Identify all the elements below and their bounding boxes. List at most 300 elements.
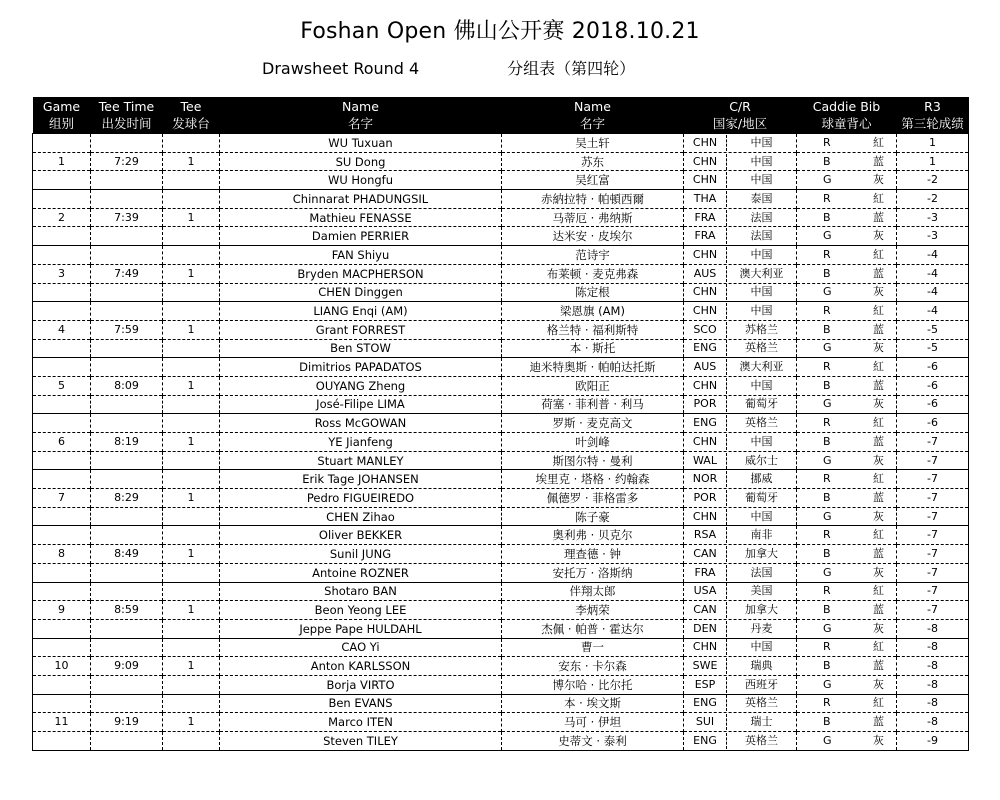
country-name: 中国	[750, 434, 773, 448]
player-name-zh: 佩德罗 · 菲格雷多	[502, 489, 684, 508]
country-name: 澳大利亚	[739, 266, 784, 280]
player-name: Ben STOW	[220, 339, 502, 358]
bib-code: G	[823, 509, 832, 523]
player-name-zh: 梁恩旗 (AM)	[502, 302, 684, 321]
player-name: Bryden MACPHERSON	[220, 264, 502, 283]
r3-score: -7	[897, 470, 969, 489]
tee-time	[91, 638, 163, 657]
page-subtitle	[262, 56, 635, 79]
bib-code: R	[823, 472, 831, 486]
game-number	[33, 358, 91, 377]
tee-number	[163, 619, 220, 638]
caddie-bib	[797, 657, 897, 676]
caddie-bib	[797, 507, 897, 526]
country	[684, 358, 797, 377]
country-code: NOR	[684, 471, 727, 487]
bib-code: B	[823, 490, 831, 504]
country-name: 苏格兰	[745, 322, 778, 336]
table-row	[33, 339, 969, 358]
subtitle-chinese: 分组表（第四轮）	[507, 59, 636, 78]
country-name: 中国	[750, 378, 773, 392]
bib-color: 紅	[873, 304, 884, 318]
game-number	[33, 619, 91, 638]
country-name: 法国	[750, 229, 773, 243]
caddie-bib	[797, 601, 897, 620]
player-name: YE Jianfeng	[220, 433, 502, 452]
game-number	[33, 470, 91, 489]
caddie-bib	[797, 376, 897, 395]
country-name: 美国	[750, 584, 773, 598]
bib-color: 灰	[873, 565, 884, 579]
r3-score: -4	[897, 302, 969, 321]
tee-time	[91, 414, 163, 433]
tee-time: 8:49	[91, 545, 163, 564]
country	[684, 283, 797, 302]
player-name: Beon Yeong LEE	[220, 601, 502, 620]
tee-time: 8:09	[91, 376, 163, 395]
player-name: OUYANG Zheng	[220, 376, 502, 395]
tee-time	[91, 134, 163, 153]
game-number	[33, 694, 91, 713]
bib-code: R	[823, 304, 831, 318]
country	[684, 694, 797, 713]
table-row	[33, 283, 969, 302]
country-code: ESP	[684, 677, 727, 693]
draw-table-body	[33, 134, 969, 751]
player-name: Jeppe Pape HULDAHL	[220, 619, 502, 638]
r3-score: -4	[897, 246, 969, 265]
country-name: 中国	[750, 509, 773, 523]
country	[684, 320, 797, 339]
table-row	[33, 320, 969, 339]
player-name-zh: 马蒂厄 · 弗纳斯	[502, 208, 684, 227]
caddie-bib	[797, 489, 897, 508]
game-number	[33, 339, 91, 358]
bib-color: 蓝	[873, 715, 884, 729]
tee-number	[163, 582, 220, 601]
game-number	[33, 507, 91, 526]
r3-score: -7	[897, 563, 969, 582]
tee-time	[91, 470, 163, 489]
country-name: 丹麦	[750, 621, 773, 635]
country-name: 葡萄牙	[745, 397, 778, 411]
player-name-zh: 叶剑峰	[502, 433, 684, 452]
country	[684, 451, 797, 470]
player-name: WU Tuxuan	[220, 134, 502, 153]
country-code: CHN	[684, 303, 727, 319]
country	[684, 152, 797, 171]
country-code: CAN	[684, 602, 727, 618]
country	[684, 638, 797, 657]
country	[684, 302, 797, 321]
player-name-zh: 罗斯 · 麦克高文	[502, 414, 684, 433]
game-number	[33, 563, 91, 582]
country-name: 西班牙	[745, 677, 778, 691]
table-row	[33, 526, 969, 545]
country-code: SCO	[684, 322, 727, 338]
r3-score: -4	[897, 283, 969, 302]
r3-score: 1	[897, 152, 969, 171]
col-header-game: Game 组别	[33, 97, 91, 134]
bib-color: 紅	[873, 416, 884, 430]
player-name: Sunil JUNG	[220, 545, 502, 564]
r3-score: -5	[897, 339, 969, 358]
tee-number: 1	[163, 320, 220, 339]
tee-time: 8:29	[91, 489, 163, 508]
game-number: 7	[33, 489, 91, 508]
game-number: 9	[33, 601, 91, 620]
player-name: Shotaro BAN	[220, 582, 502, 601]
col-header-name-en: Name 名字	[220, 97, 502, 134]
bib-code: G	[823, 173, 832, 187]
bib-color: 紅	[873, 135, 884, 149]
caddie-bib	[797, 732, 897, 751]
bib-code: G	[823, 677, 832, 691]
bib-code: R	[823, 696, 831, 710]
caddie-bib	[797, 358, 897, 377]
country	[684, 545, 797, 564]
player-name: Mathieu FENASSE	[220, 208, 502, 227]
game-number: 5	[33, 376, 91, 395]
player-name: Grant FORREST	[220, 320, 502, 339]
bib-code: R	[823, 584, 831, 598]
player-name-zh: 本 · 斯托	[502, 339, 684, 358]
player-name-zh: 伴翔太郎	[502, 582, 684, 601]
tee-number: 1	[163, 489, 220, 508]
game-number: 10	[33, 657, 91, 676]
player-name: CHEN Dinggen	[220, 283, 502, 302]
bib-color: 蓝	[873, 434, 884, 448]
game-number	[33, 302, 91, 321]
table-row	[33, 134, 969, 153]
country-name: 瑞典	[750, 659, 773, 673]
bib-color: 紅	[873, 528, 884, 542]
r3-score: -3	[897, 227, 969, 246]
country-code: CHN	[684, 509, 727, 525]
col-header-r3: R3 第三轮成绩	[897, 97, 969, 134]
game-number	[33, 171, 91, 190]
tee-time	[91, 563, 163, 582]
table-row	[33, 489, 969, 508]
bib-code: G	[823, 397, 832, 411]
table-row	[33, 414, 969, 433]
r3-score: -7	[897, 601, 969, 620]
player-name-zh: 布莱顿 · 麦克弗森	[502, 264, 684, 283]
bib-color: 灰	[873, 509, 884, 523]
bib-color: 紅	[873, 247, 884, 261]
player-name-zh: 吴土轩	[502, 134, 684, 153]
table-row	[33, 433, 969, 452]
tee-number	[163, 246, 220, 265]
player-name: SU Dong	[220, 152, 502, 171]
tee-time	[91, 451, 163, 470]
tee-number: 1	[163, 376, 220, 395]
country-code: AUS	[684, 359, 727, 375]
player-name-zh: 安托万 · 洛斯纳	[502, 563, 684, 582]
bib-code: B	[823, 603, 831, 617]
table-row	[33, 264, 969, 283]
bib-code: B	[823, 659, 831, 673]
player-name-zh: 史蒂文 · 泰利	[502, 732, 684, 751]
bib-code: B	[823, 154, 831, 168]
tee-time	[91, 171, 163, 190]
bib-color: 蓝	[873, 210, 884, 224]
country-code: AUS	[684, 266, 727, 282]
bib-code: R	[823, 135, 831, 149]
player-name: Ben EVANS	[220, 694, 502, 713]
player-name-zh: 荷塞 · 菲利普 · 利马	[502, 395, 684, 414]
table-row	[33, 227, 969, 246]
tee-number: 1	[163, 433, 220, 452]
r3-score: -9	[897, 732, 969, 751]
tee-time	[91, 358, 163, 377]
table-row	[33, 694, 969, 713]
player-name: Marco ITEN	[220, 713, 502, 732]
r3-score: -8	[897, 675, 969, 694]
table-row	[33, 619, 969, 638]
tee-number	[163, 134, 220, 153]
caddie-bib	[797, 582, 897, 601]
bib-color: 灰	[873, 397, 884, 411]
caddie-bib	[797, 526, 897, 545]
game-number: 1	[33, 152, 91, 171]
tee-time	[91, 302, 163, 321]
bib-code: G	[823, 229, 832, 243]
tee-time	[91, 246, 163, 265]
bib-color: 蓝	[873, 378, 884, 392]
tee-time	[91, 694, 163, 713]
tee-number	[163, 414, 220, 433]
country-name: 中国	[750, 154, 773, 168]
player-name: Antoine ROZNER	[220, 563, 502, 582]
player-name: Steven TILEY	[220, 732, 502, 751]
country	[684, 190, 797, 209]
tee-number	[163, 190, 220, 209]
caddie-bib	[797, 152, 897, 171]
tee-time: 7:29	[91, 152, 163, 171]
player-name: Ross McGOWAN	[220, 414, 502, 433]
country	[684, 619, 797, 638]
country	[684, 601, 797, 620]
tee-time	[91, 395, 163, 414]
player-name-zh: 陈定根	[502, 283, 684, 302]
tee-time: 7:39	[91, 208, 163, 227]
country-name: 中国	[750, 640, 773, 654]
tee-number: 1	[163, 601, 220, 620]
bib-code: G	[823, 621, 832, 635]
table-row	[33, 545, 969, 564]
caddie-bib	[797, 208, 897, 227]
country-code: POR	[684, 396, 727, 412]
country	[684, 732, 797, 751]
bib-code: G	[823, 733, 832, 747]
country-name: 威尔士	[745, 453, 778, 467]
tee-time	[91, 283, 163, 302]
caddie-bib	[797, 675, 897, 694]
game-number: 8	[33, 545, 91, 564]
table-row	[33, 713, 969, 732]
country-code: CAN	[684, 546, 727, 562]
tee-time	[91, 190, 163, 209]
country-code: RSA	[684, 527, 727, 543]
caddie-bib	[797, 264, 897, 283]
tee-time: 8:19	[91, 433, 163, 452]
tee-number: 1	[163, 657, 220, 676]
country-name: 英格兰	[745, 733, 778, 747]
bib-color: 灰	[873, 453, 884, 467]
tee-time	[91, 619, 163, 638]
bib-code: B	[823, 715, 831, 729]
subtitle-english: Drawsheet Round 4	[262, 59, 420, 78]
game-number: 6	[33, 433, 91, 452]
r3-score: -6	[897, 376, 969, 395]
player-name-zh: 陈子豪	[502, 507, 684, 526]
tee-number: 1	[163, 152, 220, 171]
table-row	[33, 152, 969, 171]
country	[684, 264, 797, 283]
caddie-bib	[797, 395, 897, 414]
caddie-bib	[797, 638, 897, 657]
table-row	[33, 657, 969, 676]
caddie-bib	[797, 545, 897, 564]
bib-color: 灰	[873, 285, 884, 299]
caddie-bib	[797, 563, 897, 582]
tee-number: 1	[163, 545, 220, 564]
bib-color: 紅	[873, 584, 884, 598]
game-number: 2	[33, 208, 91, 227]
r3-score: -7	[897, 433, 969, 452]
country-code: FRA	[684, 228, 727, 244]
country-code: CHN	[684, 247, 727, 263]
country-code: POR	[684, 490, 727, 506]
r3-score: -7	[897, 507, 969, 526]
game-number: 11	[33, 713, 91, 732]
table-row	[33, 638, 969, 657]
game-number: 4	[33, 320, 91, 339]
draw-table	[32, 97, 969, 751]
caddie-bib	[797, 320, 897, 339]
player-name: Oliver BEKKER	[220, 526, 502, 545]
tee-number	[163, 302, 220, 321]
table-row	[33, 358, 969, 377]
bib-color: 紅	[873, 360, 884, 374]
r3-score: -2	[897, 171, 969, 190]
player-name-zh: 欧阳正	[502, 376, 684, 395]
country-name: 加拿大	[745, 603, 778, 617]
game-number	[33, 395, 91, 414]
bib-code: G	[823, 565, 832, 579]
country	[684, 470, 797, 489]
country-name: 法国	[750, 565, 773, 579]
country-code: FRA	[684, 210, 727, 226]
tee-number	[163, 507, 220, 526]
caddie-bib	[797, 171, 897, 190]
country-code: THA	[684, 191, 727, 207]
player-name: Chinnarat PHADUNGSIL	[220, 190, 502, 209]
country	[684, 582, 797, 601]
game-number	[33, 414, 91, 433]
player-name-zh: 理查德 · 钟	[502, 545, 684, 564]
country	[684, 208, 797, 227]
country-name: 泰国	[750, 191, 773, 205]
game-number	[33, 638, 91, 657]
bib-color: 蓝	[873, 546, 884, 560]
player-name-zh: 本 · 埃文斯	[502, 694, 684, 713]
bib-code: B	[823, 378, 831, 392]
game-number	[33, 190, 91, 209]
r3-score: -7	[897, 545, 969, 564]
r3-score: -7	[897, 489, 969, 508]
r3-score: -8	[897, 694, 969, 713]
col-header-country: C/R 国家/地区	[684, 97, 797, 134]
r3-score: -8	[897, 657, 969, 676]
tee-number: 1	[163, 264, 220, 283]
player-name: Erik Tage JOHANSEN	[220, 470, 502, 489]
col-header-tee: Tee 发球台	[163, 97, 220, 134]
bib-color: 蓝	[873, 603, 884, 617]
caddie-bib	[797, 619, 897, 638]
tee-number	[163, 358, 220, 377]
country-name: 英格兰	[745, 416, 778, 430]
bib-code: G	[823, 341, 832, 355]
r3-score: -3	[897, 208, 969, 227]
country-name: 英格兰	[745, 696, 778, 710]
caddie-bib	[797, 414, 897, 433]
country-name: 法国	[750, 210, 773, 224]
player-name-zh: 李炳荣	[502, 601, 684, 620]
r3-score: -8	[897, 713, 969, 732]
country-code: DEN	[684, 621, 727, 637]
player-name-zh: 杰佩 · 帕普 · 霍达尔	[502, 619, 684, 638]
bib-code: B	[823, 434, 831, 448]
player-name-zh: 吴红富	[502, 171, 684, 190]
bib-color: 灰	[873, 341, 884, 355]
bib-code: G	[823, 453, 832, 467]
player-name-zh: 达米安 · 皮埃尔	[502, 227, 684, 246]
game-number	[33, 582, 91, 601]
country	[684, 657, 797, 676]
table-row	[33, 208, 969, 227]
tee-time: 8:59	[91, 601, 163, 620]
game-number	[33, 526, 91, 545]
tee-number	[163, 563, 220, 582]
player-name-zh: 范诗宇	[502, 246, 684, 265]
bib-color: 灰	[873, 733, 884, 747]
player-name: Dimitrios PAPADATOS	[220, 358, 502, 377]
game-number	[33, 134, 91, 153]
bib-code: R	[823, 416, 831, 430]
player-name-zh: 埃里克 · 塔格 · 约翰森	[502, 470, 684, 489]
tee-number	[163, 451, 220, 470]
tee-time	[91, 339, 163, 358]
caddie-bib	[797, 713, 897, 732]
tee-time	[91, 526, 163, 545]
player-name: Stuart MANLEY	[220, 451, 502, 470]
tee-time: 7:59	[91, 320, 163, 339]
player-name: WU Hongfu	[220, 171, 502, 190]
caddie-bib	[797, 433, 897, 452]
country-name: 中国	[750, 304, 773, 318]
country-code: CHN	[684, 284, 727, 300]
bib-color: 紅	[873, 472, 884, 486]
r3-score: -6	[897, 358, 969, 377]
r3-score: -8	[897, 638, 969, 657]
table-row	[33, 675, 969, 694]
r3-score: -4	[897, 264, 969, 283]
country-name: 加拿大	[745, 546, 778, 560]
country-name: 中国	[750, 247, 773, 261]
table-row	[33, 246, 969, 265]
